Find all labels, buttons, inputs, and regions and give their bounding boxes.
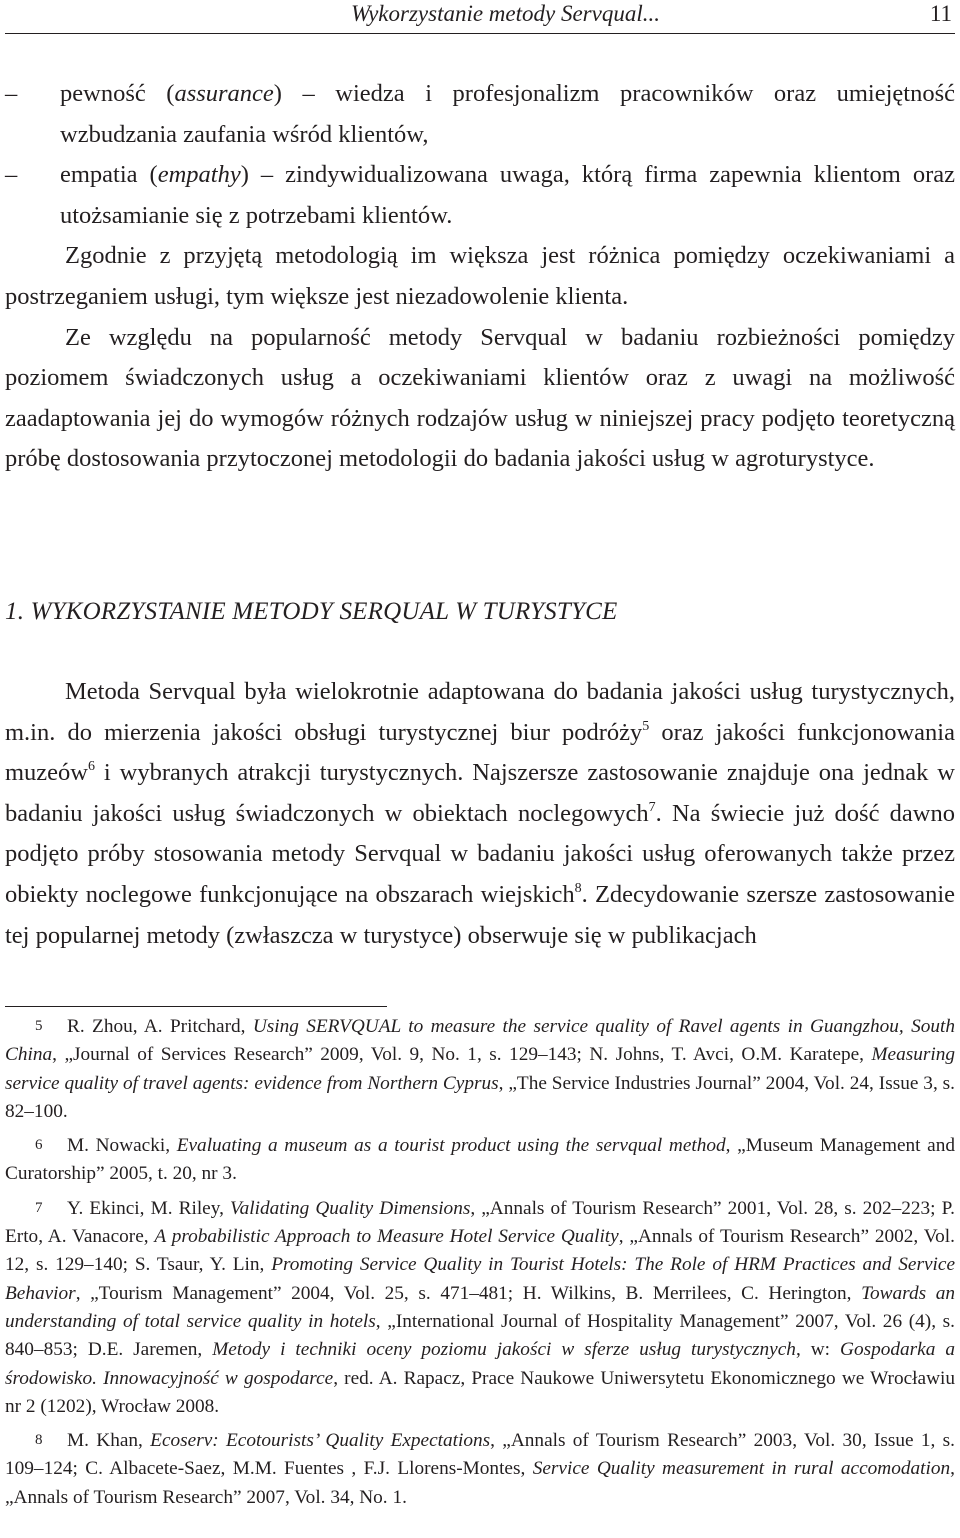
footnote-8: 8 M. Khan, Ecoserv: Ecotourists’ Quality Expectations, „Annals of Tourism Research” 2003, Vol. 30, Issue 1, s. 109–124; C. Albacete-Saez, M.M. Fuentes , F.J. Llorens-Montes, Service Quality measurement in rural accomodation, „Annals of Tourism Research” 2007, Vol. 34, No. 1. [5,1426,955,1512]
list-item-empathy: – empatia (empathy) – zindywidualizowana uwaga, którą firma zapewnia klientom oraz utożsamianie się z potrzebami klientów. [5,155,955,236]
footnote-number: 6 [35,1137,43,1154]
term-assurance: assurance [174,80,274,107]
footnote-ref[interactable]: 8 [574,880,582,896]
page-number: 11 [929,1,952,26]
footnote-5: 5 R. Zhou, A. Pritchard, Using SERVQUAL to measure the service quality of Ravel agents in Guangzhou, South China, „Journal of Services Research” 2009, Vol. 9, No. 1, s. 129–143; N. Johns, T. Avci, O.M. Karatepe, Measuring service quality of travel agents: evidence from Northern Cyprus, „The Service Industries Journal” 2004, Vol. 24, Issue 3, s. 82–100. [5,1012,955,1126]
list-dash: – [5,161,18,189]
footnote-separator [5,1006,387,1007]
term-empathy: empathy [157,161,241,189]
footnote-number: 5 [35,1018,43,1034]
footnote-6: 6 M. Nowacki, Evaluating a museum as a tourist product using the servqual method, „Museum Management and Curatorship” 2005, t. 20, nr 3. [5,1131,955,1189]
footnote-number: 7 [35,1199,43,1216]
body-text-upper [5,74,955,480]
footnote-ref[interactable]: 5 [642,718,650,734]
paragraph-popularity: Ze względu na popularność metody Servqual w badaniu rozbieżności pomiędzy poziomem świadczonych usług a oczekiwaniami klientów oraz z uwagi na możliwość zaadaptowania jej do wymogów różnych rodzajów usług w niniejszej pracy podjęto teoretyczną próbę dostosowania przytoczonej metodologii do badania jakości usług w agroturystyce. [5,323,955,473]
running-title: Wykorzystanie metody Servqual... [351,1,660,26]
section-heading: 1. WYKORZYSTANIE METODY SERQUAL W TURYSTYCE [5,598,618,625]
footnote-number: 8 [35,1432,43,1449]
footnote-ref[interactable]: 6 [88,759,95,775]
list-item-assurance: – pewność (assurance) – wiedza i profesjonalizm pracowników oraz umiejętność wzbudzania zaufania wśród klientów, [5,74,955,155]
footnote-ref[interactable]: 7 [648,799,656,815]
running-header [0,0,960,28]
paragraph-methodology: Zgodnie z przyjętą metodologią im większa jest różnica pomiędzy oczekiwaniami a postrzeganiem usługi, tym większe jest niezadowolenie klienta. [5,242,955,310]
footnote-7: 7 Y. Ekinci, M. Riley, Validating Quality Dimensions, „Annals of Tourism Research” 2001, Vol. 28, s. 202–223; P. Erto, A. Vanacore, A probabilistic Approach to Measure Hotel Service Quality, „Annals of Tourism Research” 2002, Vol. 12, s. 129–140; S. Tsaur, Y. Lin, Promoting Service Quality in Tourist Hotels: The Role of HRM Practices and Service Behavior, „Tourism Management” 2004, Vol. 25, s. 471–481; H. Wilkins, B. Merrilees, C. Herington, Towards an understanding of total service quality in hotels, „International Journal of Hospitality Management” 2007, Vol. 26 (4), s. 840–853; D.E. Jaremen, Metody i techniki oceny poziomu jakości w sferze usług turystycznych, w: Gospodarka a środowisko. Innowacyjność w gospodarce, red. A. Rapacz, Prace Naukowe Uniwersytetu Ekonomicznego we Wrocławiu nr 2 (1202), Wrocław 2008. [5,1194,955,1421]
list-dash: – [5,80,18,107]
header-rule [5,33,955,34]
footnotes [5,1012,955,1517]
section-paragraph: Metoda Servqual była wielokrotnie adaptowana do badania jakości usług turystycznych, m.in. do mierzenia jakości obsługi turystycznej biur podróży$^5$ oraz jakości funkcjonowania muzeów$^6$ i wybranych atrakcji turystycznych. Najszersze zastosowanie znajduje ona jednak w badaniu jakości usług świadczonych w obiektach noclegowych$^7$. Na świecie już dość dawno podjęto próby stosowania metody Servqual w badaniu jakości usług oferowanych także przez obiekty noclegowe funkcjonujące na obszarach wiejskich$^8$. Zdecydowanie szersze zastosowanie tej popularnej metody (zwłaszcza w turystyce) obserwuje się w publikacjach [5,678,956,949]
